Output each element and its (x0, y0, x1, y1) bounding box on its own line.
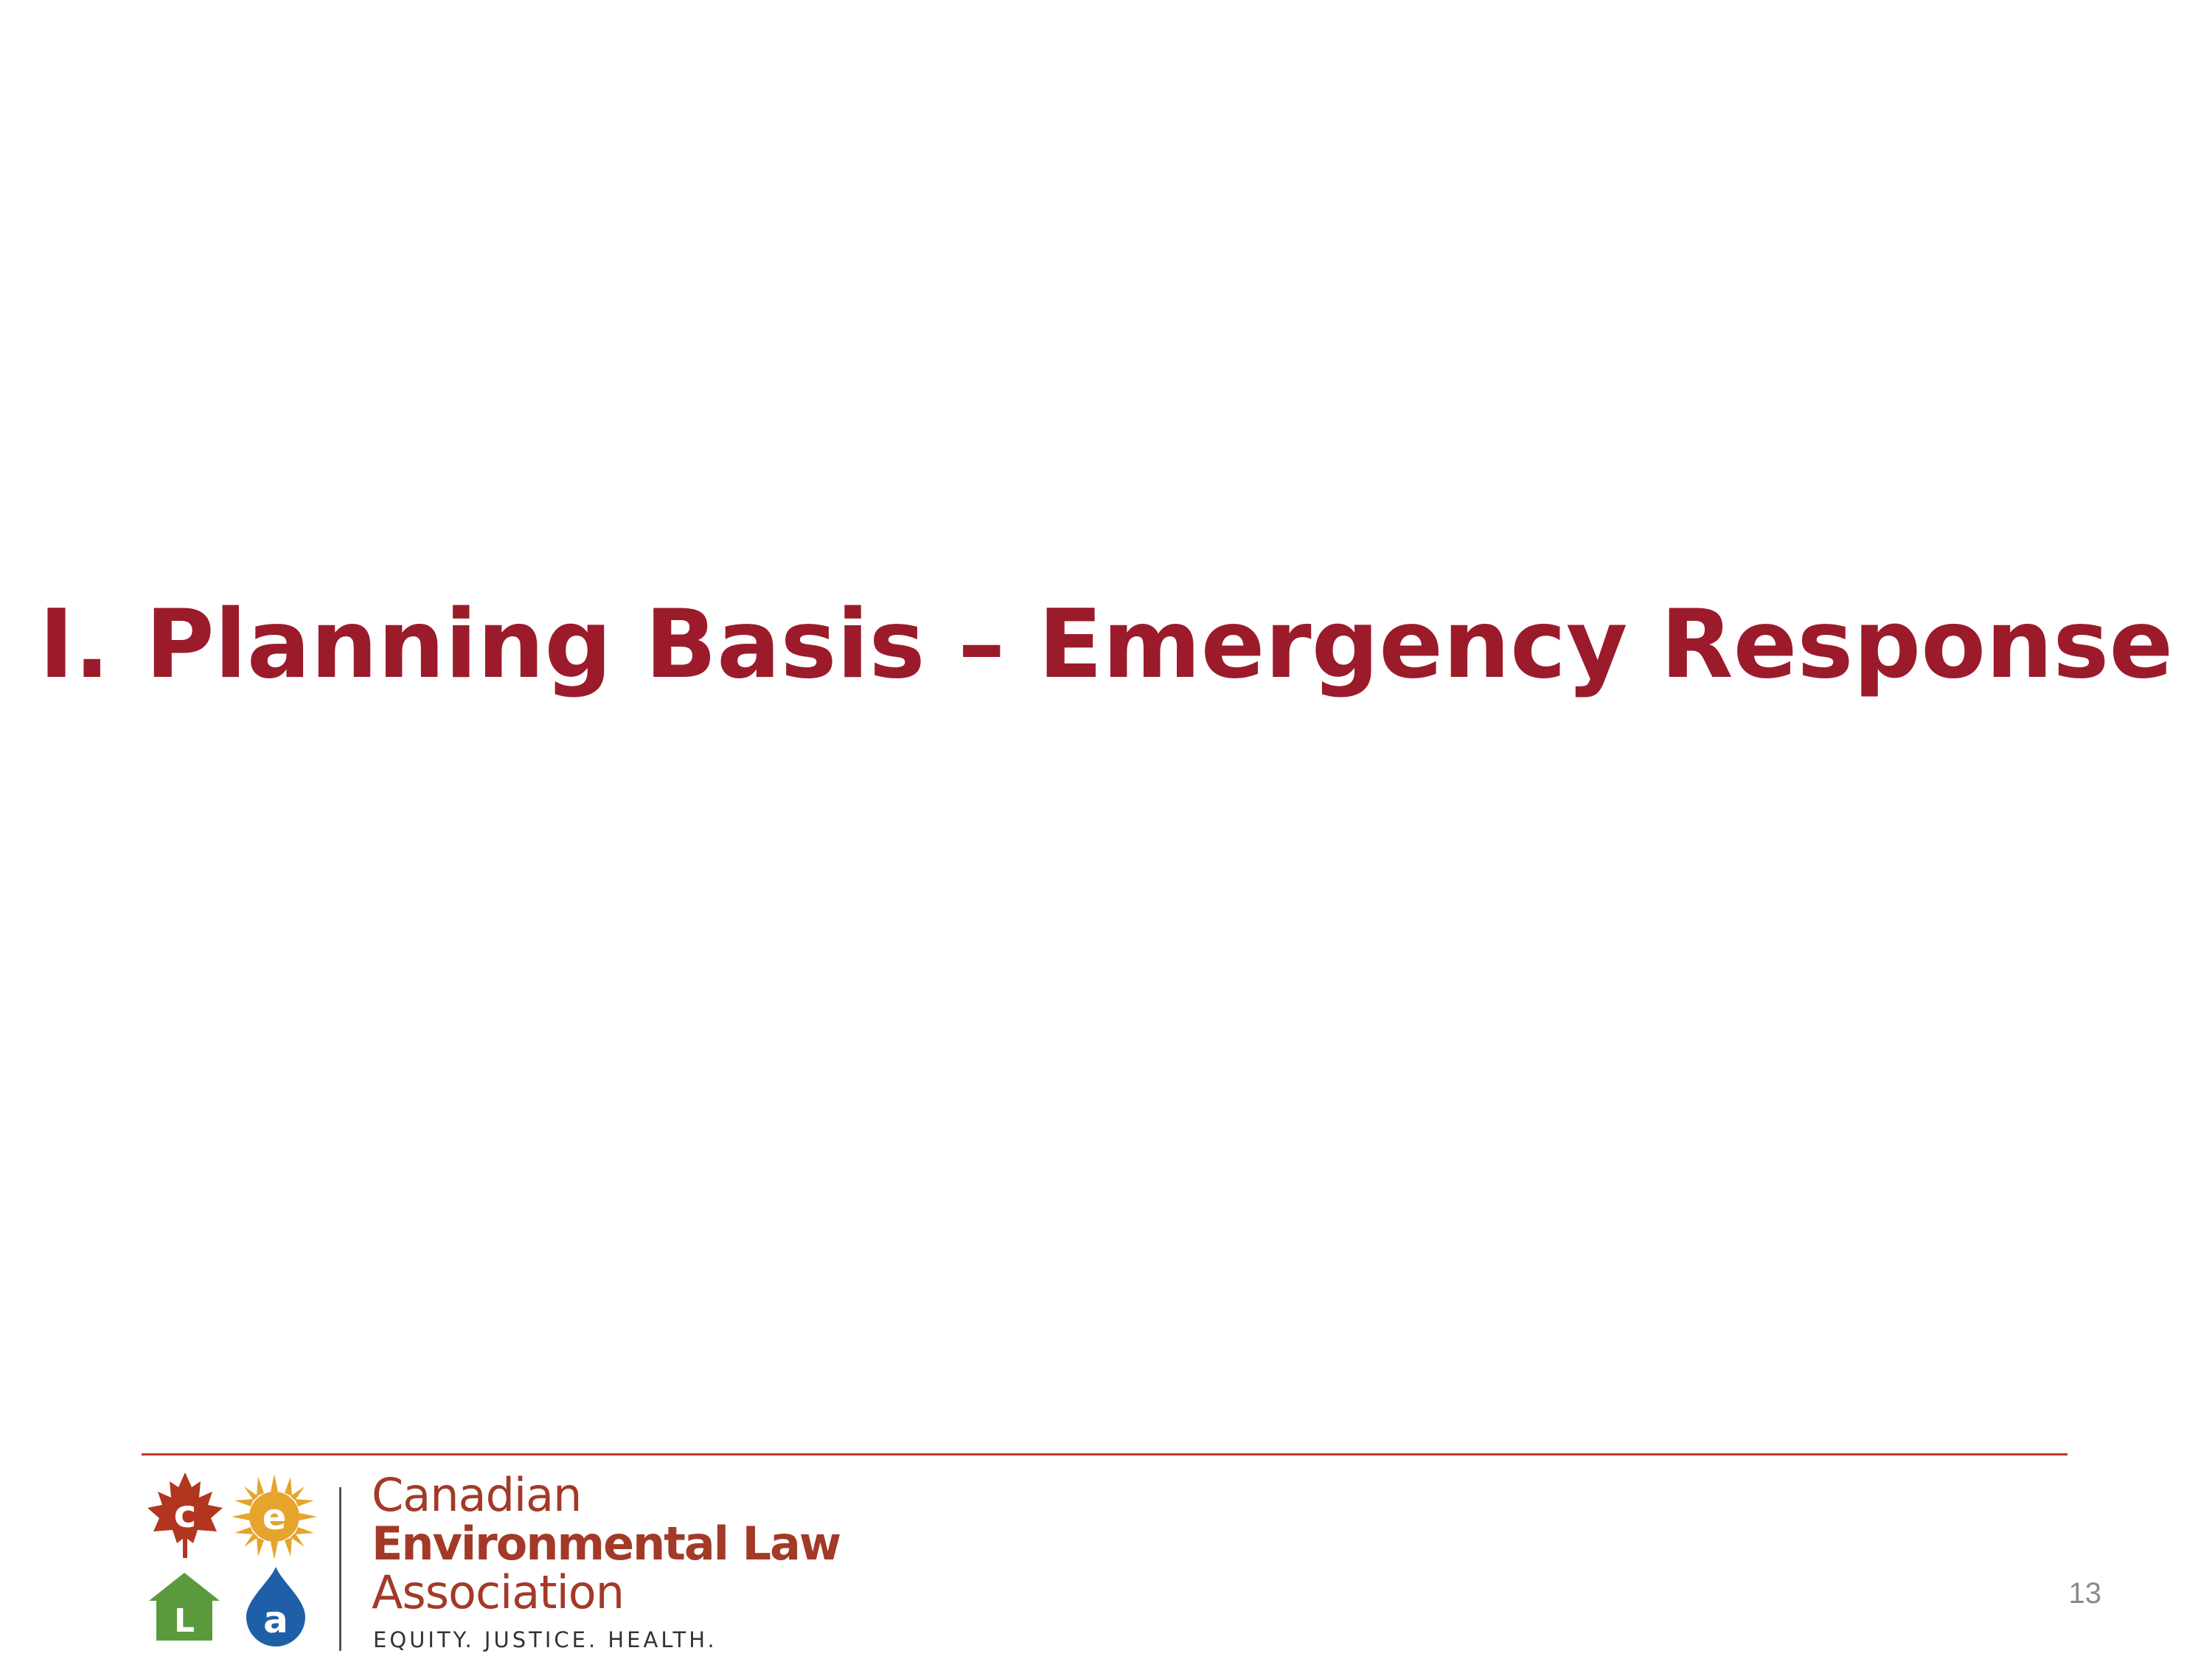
org-tagline: EQUITY. JUSTICE. HEALTH. (373, 1627, 717, 1652)
section-number: I. (38, 590, 110, 700)
slide-title (0, 582, 2212, 708)
cela-logo (145, 1468, 841, 1655)
footer-divider (142, 1453, 2067, 1455)
org-name-line-1: Canadian (372, 1468, 582, 1522)
page-number: 13 (2068, 1577, 2101, 1610)
house-icon (147, 1571, 221, 1642)
logo-letter-a: a (263, 1599, 288, 1641)
droplet-icon (239, 1565, 313, 1648)
logo-mark (145, 1471, 321, 1655)
logo-divider (339, 1487, 341, 1651)
org-name-line-3: Association (372, 1565, 625, 1619)
logo-letter-e: e (262, 1497, 287, 1538)
logo-letter-c: c (173, 1492, 197, 1537)
logo-letter-l: L (173, 1602, 195, 1640)
section-title: Planning Basis – Emergency Response (145, 590, 2174, 700)
maple-leaf-icon (145, 1471, 226, 1559)
sun-icon (232, 1474, 317, 1559)
org-name-line-2: Environmental Law (372, 1517, 841, 1571)
